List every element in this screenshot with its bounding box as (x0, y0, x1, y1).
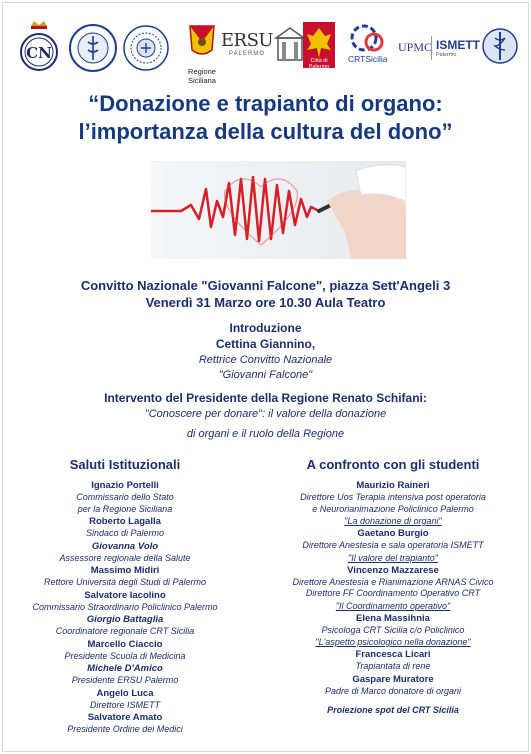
speaker-role: Direttore Anestesia e Rianimazione ARNAS Civico (292, 576, 494, 587)
logo-bar (16, 20, 518, 85)
confronto-entry (255, 613, 531, 649)
confronto-heading: A confronto con gli studenti (306, 457, 480, 472)
confronto-entry (255, 674, 531, 698)
speaker-role: Direttore FF Coordinamento Operativo CRT (305, 588, 481, 598)
confronto-entry (255, 565, 531, 612)
title-line-2: l’importanza della cultura del dono” (78, 119, 453, 144)
speaker-name: Gaspare Muratore (352, 673, 434, 685)
speaker-name: Maurizio Raineri (356, 480, 430, 491)
regione-siciliana-label: Regione Siciliana (188, 67, 216, 85)
speaker-role: Presidente Ordine dei Medici (67, 724, 183, 734)
ismett-wordmark: ISMETT (436, 38, 480, 52)
venue-line: Convitto Nazionale "Giovanni Falcone", piazza Sett'Angeli 3 (80, 278, 451, 293)
ismett-block (431, 36, 480, 60)
intervento-heading: Intervento del Presidente della Regione Renato Schifani: (104, 391, 427, 405)
speaker-name: Vincenzo Mazzarese (347, 564, 439, 576)
svg-text:CN: CN (26, 44, 52, 62)
speaker-role: Commissario dello Stato (76, 492, 174, 502)
saluti-entry (0, 614, 250, 638)
speaker-name: Michele D'Amico (87, 663, 163, 674)
confronto-entry (255, 480, 531, 527)
confronto-column (255, 457, 531, 715)
speaker-role: Presidente Scuola di Medicina (64, 650, 186, 661)
saluti-entry (0, 541, 250, 565)
speaker-role: e Neurorianimazione Policlinico Palermo (312, 503, 474, 514)
speaker-name: Elena Massihnia (356, 612, 430, 624)
speaker-role: Assessore regionale della Salute (59, 552, 191, 563)
upmc-wordmark: UPMC (398, 40, 433, 54)
speaker-role: Rettore Università degli Studi di Palermo (43, 577, 207, 587)
confronto-list (255, 480, 531, 697)
speaker-name: Salvatore Iacolino (84, 589, 166, 601)
saluti-entry (0, 712, 250, 736)
speaker-name: Giorgio Battaglia (86, 614, 164, 625)
speaker-name: Giovanna Volo (91, 540, 159, 552)
speaker-name: Angelo Luca (96, 687, 154, 699)
speaker-role: Padre di Marco donatore di organi (324, 685, 462, 696)
saluti-entry (0, 516, 250, 540)
talk-title: "Il valore del trapianto" (348, 552, 438, 563)
ersu-logo (220, 20, 274, 78)
university-seal-logo (122, 20, 170, 78)
upmc-ismett-logo (398, 20, 484, 78)
ismett-sub: Palermo (436, 52, 457, 58)
speaker-role: Trapiantata di rene (355, 661, 431, 671)
saluti-entry (0, 663, 250, 687)
talk-title: "L'aspetto psicologico nella donazione" (315, 637, 471, 647)
talk-title: "Il Coordinamento operativo" (335, 600, 451, 611)
intro-heading: Introduzione (229, 321, 302, 335)
speaker-name: Salvatore Amato (87, 712, 163, 723)
citta-palermo-logo (301, 20, 337, 78)
saluti-entry (0, 480, 250, 515)
ersu-wordmark: ERSU (220, 30, 274, 51)
intro-role-2: "Giovanni Falcone" (218, 369, 313, 381)
saluti-entry (0, 688, 250, 712)
speaker-role: Direttore Anestesia e sala operatoria ISMETT (302, 540, 484, 550)
saluti-entry (0, 565, 250, 589)
speaker-name: Ignazio Portelli (91, 480, 159, 491)
intervento-sub-2: di organi e il ruolo della Regione (186, 428, 345, 440)
title-line-1: “Donazione e trapianto di organo: (88, 91, 443, 116)
projection-note: Proiezione spot del CRT Sicilia (327, 705, 459, 715)
intro-name: Cettina Giannino, (215, 337, 316, 351)
speaker-role: Psicologa CRT Sicilia c/o Policlinico (321, 624, 465, 635)
speaker-name: Massimo Midiri (90, 565, 160, 576)
speaker-role: Direttore Uos Terapia intensiva post operatoria (300, 492, 486, 502)
ordine-medici-logo (482, 20, 518, 78)
speaker-role: Commissario Straordinario Policlinico Palermo (32, 601, 218, 612)
date-line: Venerdì 31 Marzo ore 10.30 Aula Teatro (145, 295, 386, 310)
saluti-entry (0, 639, 250, 663)
saluti-column (0, 457, 250, 737)
confronto-entry (255, 649, 531, 673)
speaker-role: Sindaco di Palermo (85, 528, 165, 538)
talk-title: "La donazione di organi" (344, 516, 442, 526)
policlinico-logo (68, 20, 118, 78)
speaker-name: Roberto Lagalla (89, 516, 161, 527)
saluti-list (0, 480, 250, 736)
page-title (0, 90, 531, 146)
speaker-role: Coordinatore regionale CRT Sicilia (55, 626, 195, 636)
confronto-entry (255, 528, 531, 564)
speaker-name: Francesca Licari (355, 649, 431, 660)
speaker-name: Marcello Ciaccio (87, 638, 163, 650)
speaker-role: per la Regione Siciliana (77, 503, 173, 514)
saluti-entry (0, 590, 250, 614)
speaker-role: Direttore ISMETT (89, 699, 160, 710)
citta-palermo-label: Città di Palermo (308, 58, 330, 70)
crt-sicilia-logo (342, 20, 400, 78)
crt-label: CRTSicilia (348, 54, 388, 64)
speaker-role: Presidente ERSU Palermo (71, 675, 179, 685)
saluti-heading: Saluti Istituzionali (69, 457, 181, 472)
heartbeat-heart-illustration (151, 161, 406, 259)
ersu-sub: PALERMO (229, 51, 265, 57)
intervento-sub-1: "Conoscere per donare": il valore della donazione (144, 408, 387, 420)
convitto-nazionale-logo (18, 20, 60, 78)
intro-role-1: Rettrice Convitto Nazionale (198, 354, 333, 366)
speaker-name: Gaetano Burgio (357, 528, 429, 539)
